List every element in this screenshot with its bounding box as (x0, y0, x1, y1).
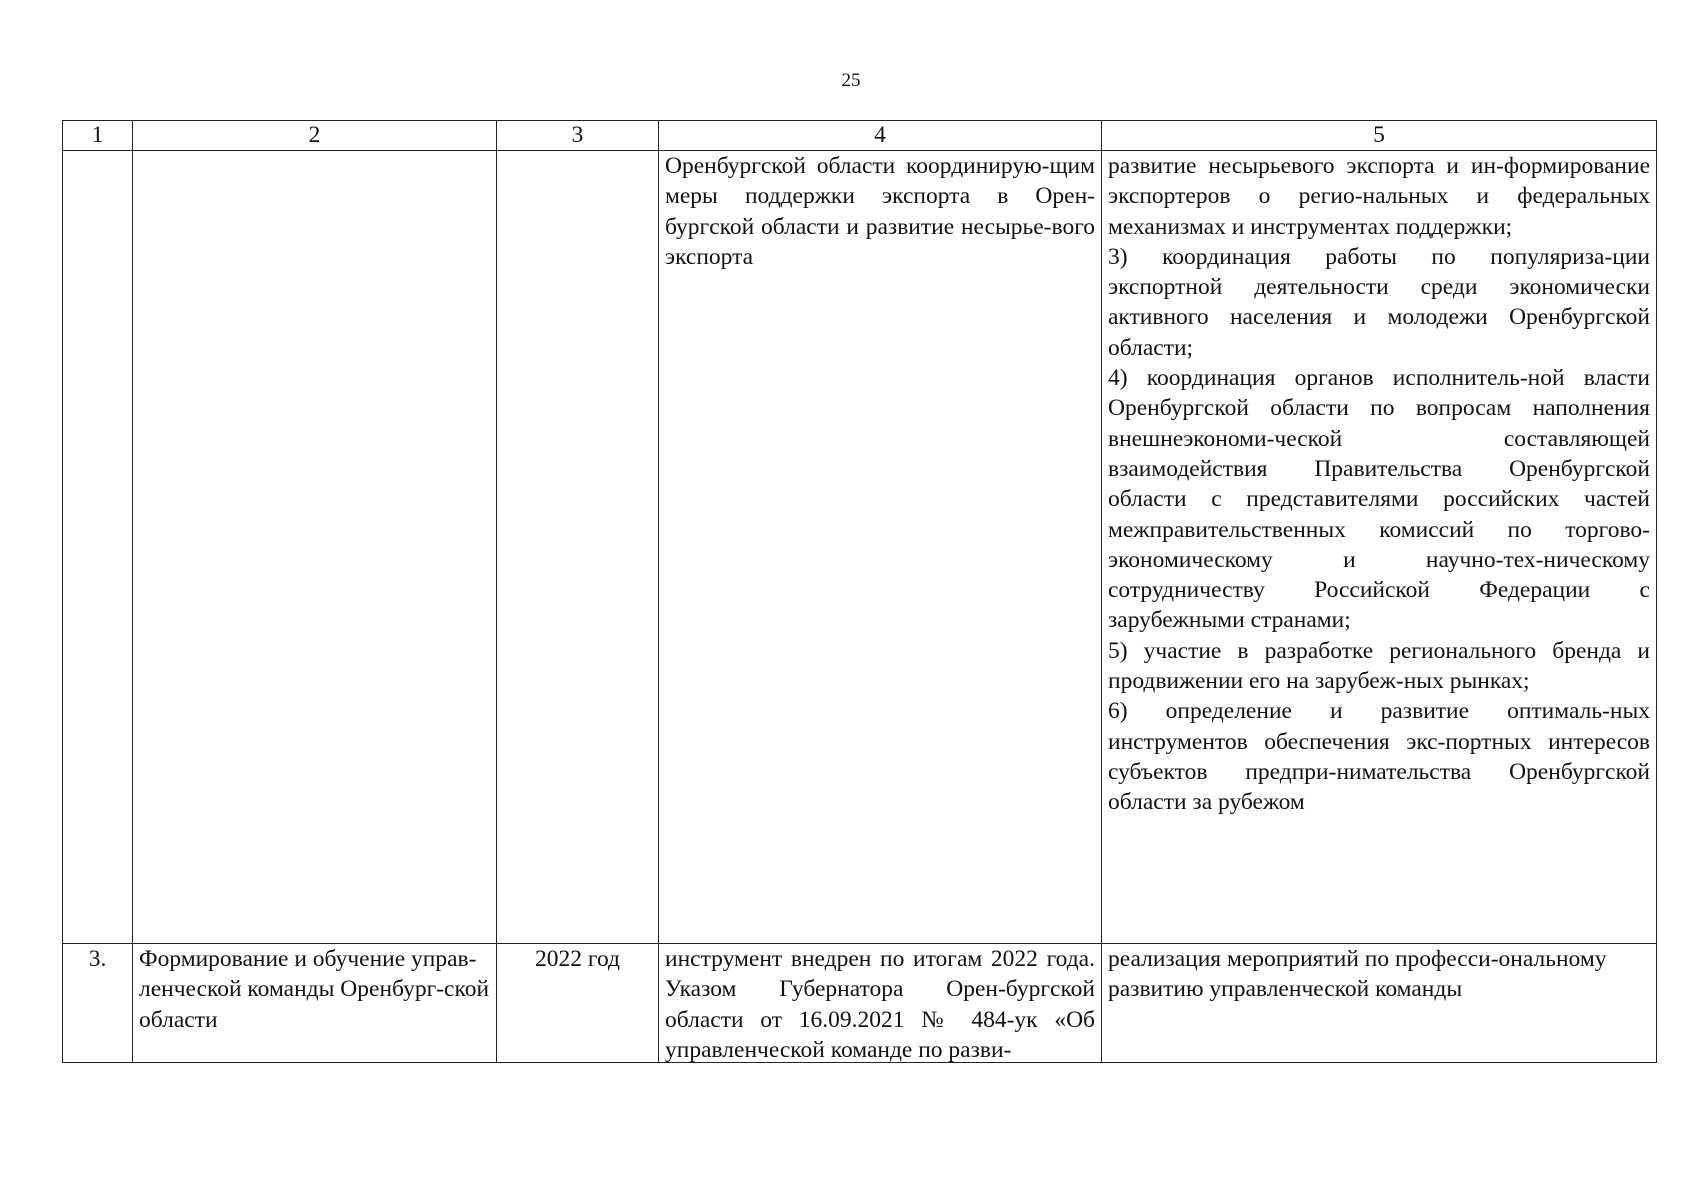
cell-deadline (497, 151, 659, 944)
cell-status-text: инструмент внедрен по итогам 2022 года. Указом Губернатора Орен-бургской области от 16.09.2021 № 484-ук «Об управленческой команде по разви- (665, 946, 1095, 1062)
table-row-3 (63, 944, 1657, 1063)
cell-functions: реализация мероприятий по професси-ональному развитию управленческой команды (1102, 944, 1657, 1063)
cell-measure-name (133, 151, 497, 944)
table-row-continuation (63, 151, 1657, 944)
cell-status: Оренбургской области координирую-щим меры поддержки экспорта в Орен-бургской области и развитие несырье-вого экспорта (659, 151, 1102, 944)
cell-number: 3. (63, 944, 133, 1063)
header-col-3: 3 (497, 121, 659, 151)
header-col-4: 4 (659, 121, 1102, 151)
functions-item-5: 5) участие в разработке регионального бренда и продвижении его на зарубеж-ных рынках; (1108, 637, 1650, 695)
functions-item-6: 6) определение и развитие оптималь-ных инструментов обеспечения экс-портных интересов субъектов предпри-нимательства Оренбургской области за рубежом (1108, 698, 1650, 816)
functions-item-3: 3) координация работы по популяриза-ции экспортной деятельности среди экономически активного населения и молодежи Оренбургской области; (1108, 243, 1650, 361)
cell-deadline: 2022 год (497, 944, 659, 1063)
functions-item-continued: развитие несырьевого экспорта и ин-формирование экспортеров о регио-нальных и федеральных механизмах и инструментах поддержки; (1108, 153, 1650, 240)
cell-measure-name: Формирование и обучение управ-ленческой команды Оренбург-ской области (133, 944, 497, 1063)
functions-item-4: 4) координация органов исполнитель-ной власти Оренбургской области по вопросам наполнения внешнеэкономи-ческой составляющей взаимодействия Правительства Оренбургской области с представителями российских частей межправительственных комиссий по торгово-экономическому и научно-тех-ническому сотрудничеству Российской Федерации с зарубежными странами; (1108, 365, 1650, 634)
measures-table (62, 120, 1657, 1063)
cell-number (63, 151, 133, 944)
header-col-2: 2 (133, 121, 497, 151)
cell-status (659, 944, 1102, 1063)
header-col-1: 1 (63, 121, 133, 151)
header-col-5: 5 (1102, 121, 1657, 151)
cell-functions (1102, 151, 1657, 944)
page-number: 25 (841, 70, 861, 91)
header-row (63, 121, 1657, 151)
